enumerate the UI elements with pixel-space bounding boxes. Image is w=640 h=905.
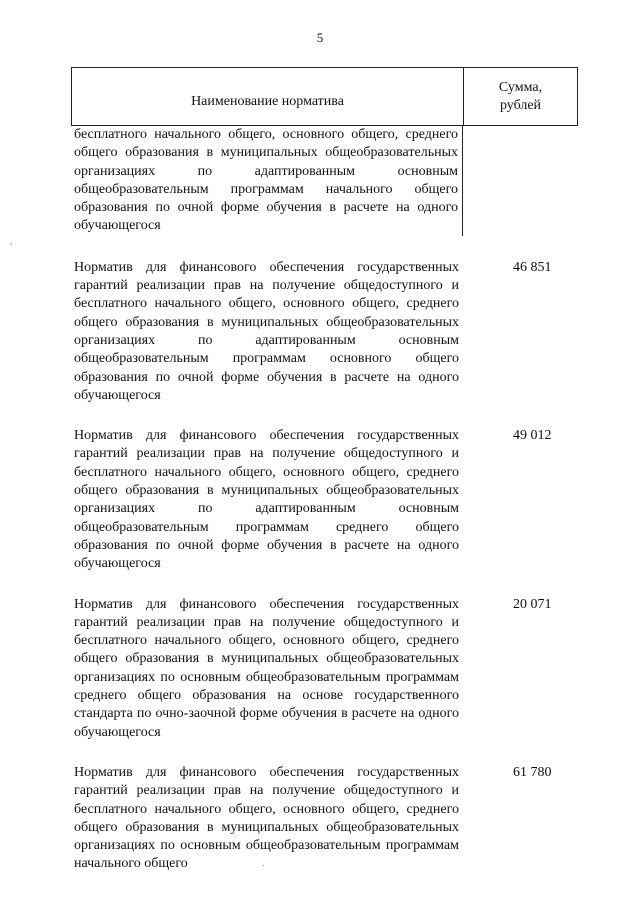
table-header-row [71, 67, 578, 126]
table-row [71, 427, 578, 573]
header-name-column: Наименование норматива [72, 68, 464, 125]
row-sum: 49 012 [513, 428, 552, 444]
header-sum-column [464, 68, 577, 125]
normative-table [71, 67, 578, 874]
row-name: Норматив для финансового обеспечения государственных гарантий реализации прав на получение общедоступного и бесплатного начального общего, основного общего, среднего общего образования в муниципальных общеобразовательных организациях по основным общеобразовательным программам начального общего [74, 764, 459, 872]
row-sum: 46 851 [513, 259, 552, 275]
row-name: Норматив для финансового обеспечения государственных гарантий реализации прав на получение общедоступного и бесплатного начального общего, основного общего, среднего общего образования в муниципальных общеобразовательных организациях по адаптированным основным общеобразовательным программам основного общего образования по очной форме обучения в расчете на одного обучающегося [74, 259, 459, 403]
continuation-row [71, 126, 578, 236]
row-sum: 20 071 [513, 596, 552, 612]
table-row [71, 596, 578, 742]
scan-mark: , [10, 236, 13, 246]
table-row [71, 764, 578, 874]
table-row [71, 259, 578, 405]
header-sum-unit: рублей [499, 97, 542, 113]
scan-mark: . [262, 858, 265, 868]
table-body [71, 126, 578, 874]
header-sum-label: Сумма, [498, 79, 543, 95]
row-name: Норматив для финансового обеспечения государственных гарантий реализации прав на получение общедоступного и бесплатного начального общего, основного общего, среднего общего образования в муниципальных общеобразовательных организациях по адаптированным основным общеобразовательным программам среднего общего образования по очной форме обучения в расчете на одного обучающегося [74, 428, 459, 572]
row-sum: 61 780 [513, 764, 552, 780]
page-number: 5 [316, 30, 324, 45]
continuation-text: бесплатного начального общего, основного общего, среднего общего образования в муниципальных общеобразовательных организациях по адаптированным основным общеобразовательным программам начального общего образования по очной форме обучения в расчете на одного обучающегося [71, 126, 463, 236]
continuation-sum [463, 126, 576, 236]
row-name: Норматив для финансового обеспечения государственных гарантий реализации прав на получение общедоступного и бесплатного начального общего, основного общего, среднего общего образования в муниципальных общеобразовательных организациях по основным общеобразовательным программам среднего общего образования на основе государственного стандарта по очно-заочной форме обучения в расчете на одного обучающегося [74, 596, 459, 740]
